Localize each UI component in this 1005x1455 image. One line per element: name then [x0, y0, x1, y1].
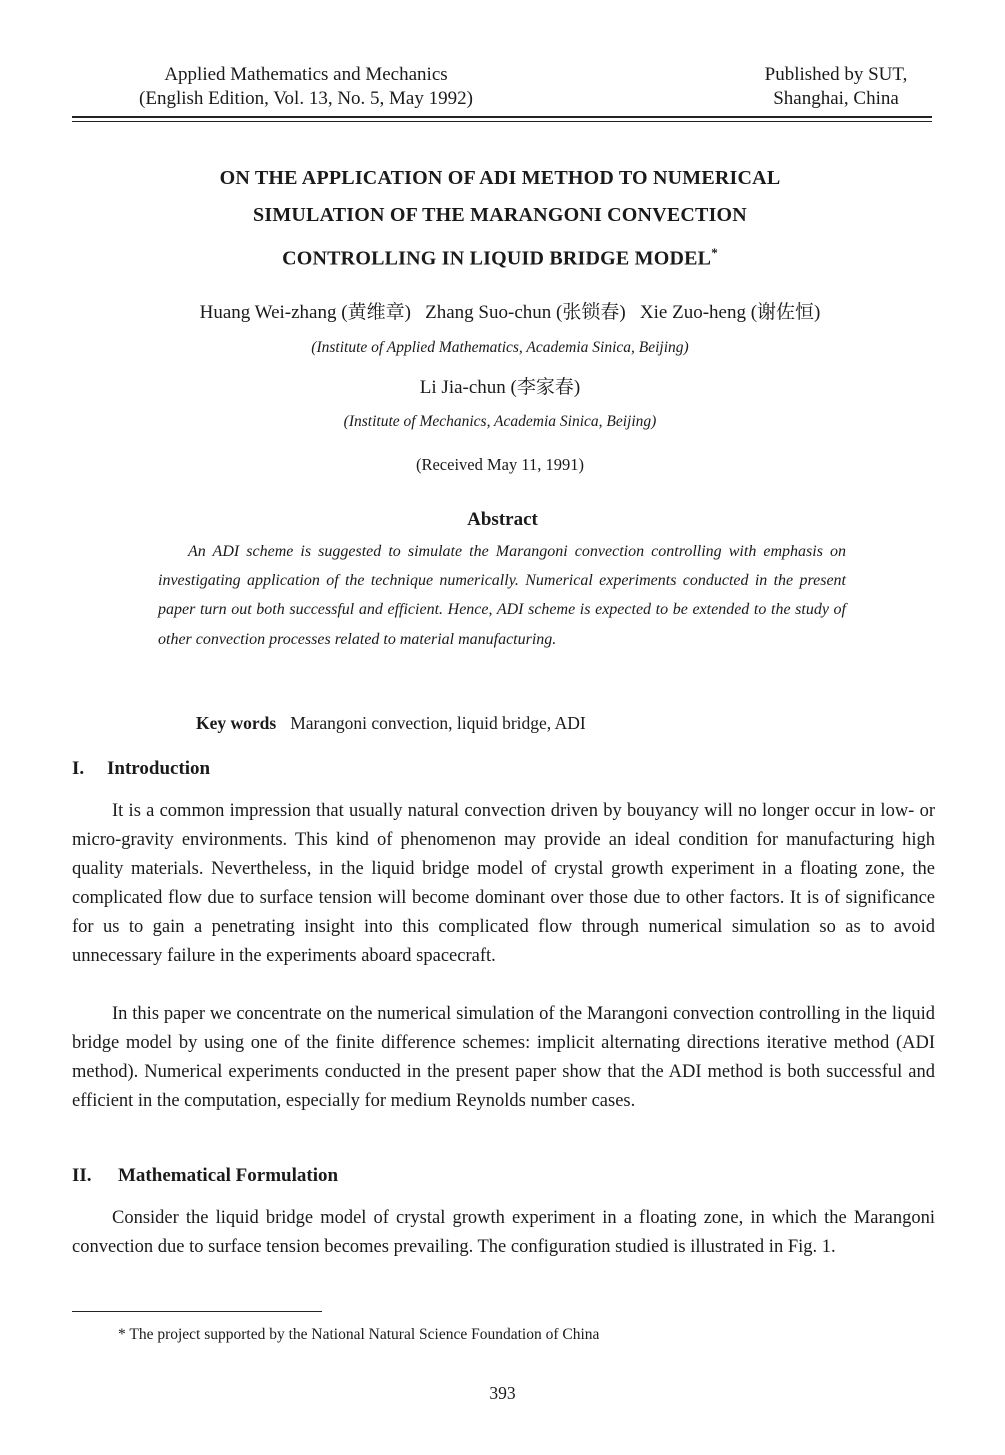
abstract-heading: Abstract — [467, 509, 538, 530]
publisher-location: Shanghai, China — [773, 88, 899, 109]
header-rule-thin — [72, 121, 932, 122]
page-number: 393 — [489, 1383, 516, 1403]
authors-group-1: Huang Wei-zhang (黄维章) Zhang Suo-chun (张锁春) Xie Zuo-heng (谢佐恒) — [199, 302, 821, 323]
header-rule-thick — [72, 116, 932, 118]
publisher-info — [716, 63, 956, 111]
keywords-text: Marangoni convection, liquid bridge, ADI — [290, 713, 586, 733]
title-footnote-mark: * — [711, 245, 718, 260]
abstract-text: An ADI scheme is suggested to simulate the Marangoni convection controlling with emphasis on investigating application of the technique numerically. Numerical experiments conducted in the present paper turn out both successful and efficient. Hence, ADI scheme is expected to be extended to the study of other convection processes related to material manufacturing. — [158, 543, 846, 648]
paragraph: Consider the liquid bridge model of crystal growth experiment in a floating zone, in which the Marangoni convection due to surface tension becomes prevailing. The configuration studied is illustrated in Fig. 1. — [72, 1208, 935, 1257]
section-title: Introduction — [107, 758, 211, 779]
section-number: II. — [72, 1165, 92, 1186]
affiliation-1: (Institute of Applied Mathematics, Academia Sinica, Beijing) — [311, 339, 689, 356]
keywords — [196, 713, 586, 734]
journal-name: Applied Mathematics and Mechanics — [164, 64, 448, 85]
section-title: Mathematical Formulation — [118, 1165, 339, 1186]
journal-edition: (English Edition, Vol. 13, No. 5, May 1992) — [139, 88, 473, 109]
footnote: * The project supported by the National Natural Science Foundation of China — [118, 1326, 600, 1343]
received-date: (Received May 11, 1991) — [415, 455, 584, 474]
journal-citation — [76, 63, 536, 111]
title-line-3-text: CONTROLLING IN LIQUID BRIDGE MODEL — [282, 247, 712, 270]
section-heading-introduction — [72, 758, 210, 780]
title-line-3 — [100, 234, 900, 278]
keywords-label: Key words — [196, 713, 277, 733]
title-line-1: ON THE APPLICATION OF ADI METHOD TO NUMERICAL — [219, 167, 781, 189]
affiliation-2: (Institute of Mechanics, Academia Sinica, Beijing) — [343, 413, 657, 430]
paragraph: It is a common impression that usually natural convection driven by bouyancy will no longer occur in low- or micro-gravity environments. This kind of phenomenon may provide an ideal condition for manufacturing high quality materials. Nevertheless, in the liquid bridge model of crystal growth experiment in a floating zone, the complicated flow due to surface tension will become dominant over those due to other factors. It is of significance for us to gain a penetrating insight into this complicated flow through numerical simulation so as to avoid unnecessary failure in the experiments aboard spacecraft. — [72, 801, 935, 966]
footnote-rule — [72, 1311, 322, 1312]
authors-group-2: Li Jia-chun (李家春) — [419, 377, 581, 398]
section-heading-formulation — [72, 1165, 338, 1187]
paragraph: In this paper we concentrate on the numerical simulation of the Marangoni convection controlling in the liquid bridge model by using one of the finite difference schemes: implicit alternating directions iterative method (ADI method). Numerical experiments conducted in the present paper show that the ADI method is both successful and efficient in the computation, especially for medium Reynolds number cases. — [72, 1004, 935, 1111]
publisher-name: Published by SUT, — [764, 64, 908, 85]
paper-title — [100, 160, 900, 278]
section-number: I. — [72, 758, 85, 779]
title-line-2: SIMULATION OF THE MARANGONI CONVECTION — [253, 204, 747, 226]
